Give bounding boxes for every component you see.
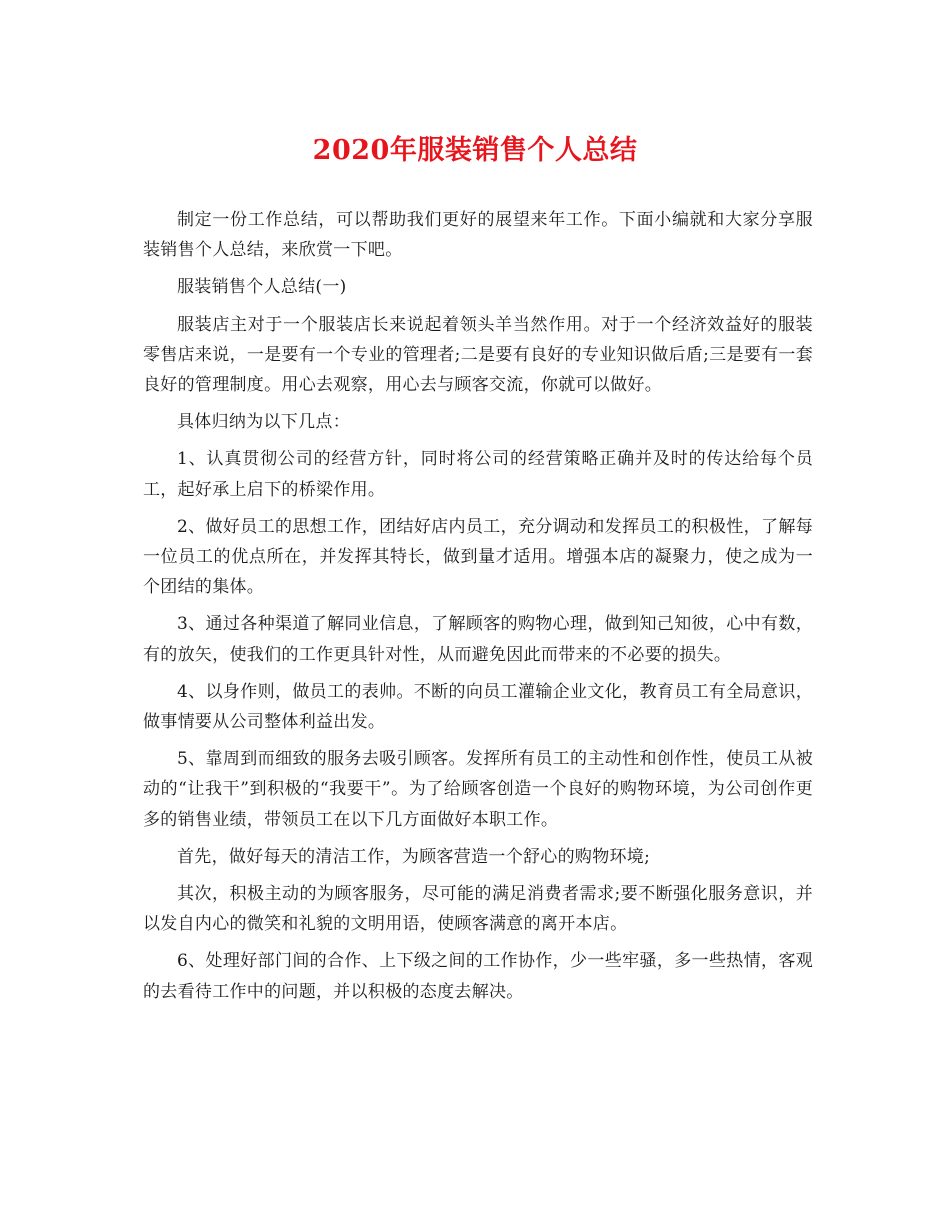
- list-item: 5、靠周到而细致的服务去吸引顾客。发挥所有员工的主动性和创作性，使员工从被动的“让我干”到积极的“我要干”。为了给顾客创造一个良好的购物环境，为公司创作更多的销售业绩，带领员工在以下几方面做好本职工作。: [143, 749, 813, 830]
- document-body: [143, 205, 813, 1014]
- paragraph-intro: 制定一份工作总结，可以帮助我们更好的展望来年工作。下面小编就和大家分享服装销售个人总结，来欣赏一下吧。: [143, 210, 813, 261]
- paragraph: 其次，积极主动的为顾客服务，尽可能的满足消费者需求;要不断强化服务意识，并以发自内心的微笑和礼貌的文明用语，使顾客满意的离开本店。: [143, 884, 813, 935]
- list-item: 4、以身作则，做员工的表帅。不断的向员工灌输企业文化，教育员工有全局意识，做事情要从公司整体利益出发。: [143, 681, 813, 733]
- paragraph: 具体归纳为以下几点：: [177, 412, 350, 433]
- list-item: 3、通过各种渠道了解同业信息，了解顾客的购物心理，做到知己知彼，心中有数，有的放矢，使我们的工作更具针对性，从而避免因此而带来的不必要的损失。: [143, 614, 813, 665]
- list-item: 6、处理好部门间的合作、上下级之间的工作协作，少一些牢骚，多一些热情，客观的去看待工作中的问题，并以积极的态度去解决。: [143, 951, 813, 1002]
- paragraph: 服装店主对于一个服装店长来说起着领头羊当然作用。对于一个经济效益好的服装零售店来说，一是要有一个专业的管理者;二是要有良好的专业知识做后盾;三是要有一套良好的管理制度。用心去观察，用心去与顾客交流，你就可以做好。: [143, 314, 813, 396]
- section-heading: 服装销售个人总结(一): [177, 277, 347, 298]
- document-title: 2020年服装销售个人总结: [312, 135, 638, 166]
- list-item: 1、认真贯彻公司的经营方针，同时将公司的经营策略正确并及时的传达给每个员工，起好承上启下的桥梁作用。: [143, 449, 813, 500]
- paragraph: 首先，做好每天的清洁工作，为顾客营造一个舒心的购物环境;: [177, 846, 651, 867]
- list-item: 2、做好员工的思想工作，团结好店内员工，充分调动和发挥员工的积极性，了解每一位员工的优点所在，并发挥其特长，做到量才适用。增强本店的凝聚力，使之成为一个团结的集体。: [143, 516, 813, 598]
